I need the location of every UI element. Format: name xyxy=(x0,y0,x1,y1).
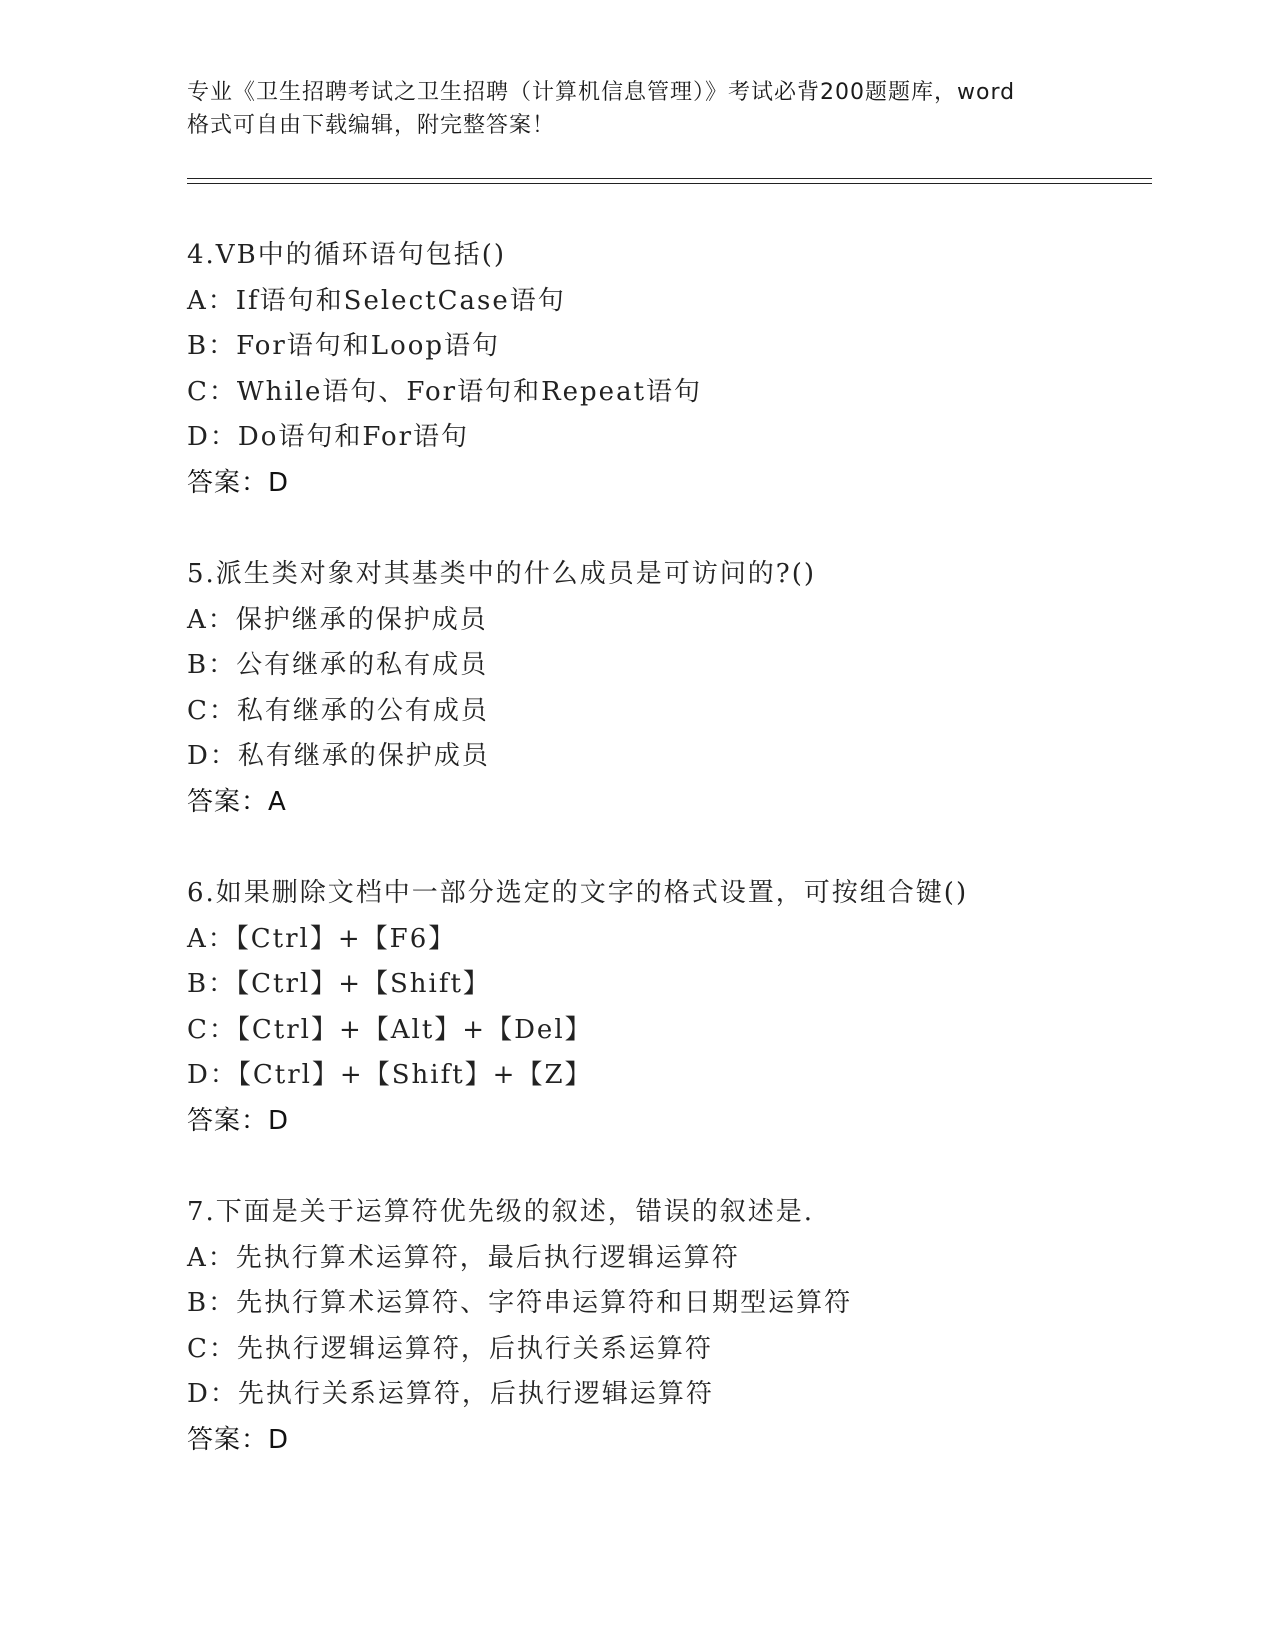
answer: 答案：A xyxy=(187,786,287,817)
option-c: C：While语句、For语句和Repeat语句 xyxy=(187,376,703,407)
option-a: A：先执行算术运算符，最后执行逻辑运算符 xyxy=(187,1242,740,1273)
option-c: C：【Ctrl】+【Alt】+【Del】 xyxy=(187,1014,593,1045)
header-divider-top xyxy=(187,178,1152,179)
option-c: C：先执行逻辑运算符，后执行关系运算符 xyxy=(187,1333,713,1364)
option-d: D：【Ctrl】+【Shift】+【Z】 xyxy=(187,1060,593,1090)
question-7 xyxy=(187,1190,1147,1463)
question-5 xyxy=(187,552,1147,825)
question-title: 6.如果删除文档中一部分选定的文字的格式设置，可按组合键() xyxy=(187,878,969,908)
question-title: 4.VB中的循环语句包括() xyxy=(187,240,506,270)
header-divider-bottom xyxy=(187,183,1152,184)
header-line-2: 格式可自由下载编辑，附完整答案！ xyxy=(187,113,556,138)
answer: 答案：D xyxy=(187,467,290,498)
question-6 xyxy=(187,871,1147,1144)
option-d: D：Do语句和For语句 xyxy=(187,422,470,452)
document-header xyxy=(187,76,1087,142)
option-a: A：保护继承的保护成员 xyxy=(187,604,488,635)
option-b: B：公有继承的私有成员 xyxy=(187,650,489,680)
option-a: A：【Ctrl】+【F6】 xyxy=(187,923,457,954)
answer: 答案：D xyxy=(187,1424,290,1455)
header-line-1: 专业《卫生招聘考试之卫生招聘（计算机信息管理）》考试必背200题题库，word xyxy=(187,80,1016,105)
answer: 答案：D xyxy=(187,1105,290,1136)
question-title: 5.派生类对象对其基类中的什么成员是可访问的?() xyxy=(187,559,817,589)
option-b: B：For语句和Loop语句 xyxy=(187,331,501,361)
option-d: D：先执行关系运算符，后执行逻辑运算符 xyxy=(187,1379,714,1409)
question-4 xyxy=(187,233,1147,506)
option-d: D：私有继承的保护成员 xyxy=(187,741,490,771)
question-title: 7.下面是关于运算符优先级的叙述，错误的叙述是. xyxy=(187,1197,815,1227)
option-a: A：If语句和SelectCase语句 xyxy=(187,285,566,316)
option-b: B：【Ctrl】+【Shift】 xyxy=(187,969,491,999)
option-b: B：先执行算术运算符、字符串运算符和日期型运算符 xyxy=(187,1288,853,1318)
option-c: C：私有继承的公有成员 xyxy=(187,695,489,726)
